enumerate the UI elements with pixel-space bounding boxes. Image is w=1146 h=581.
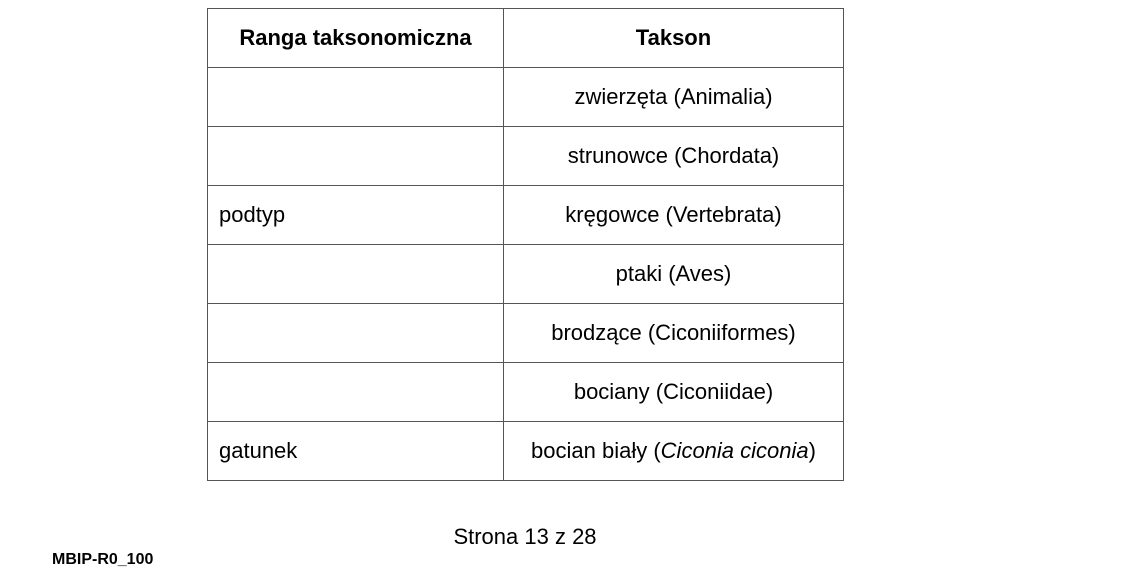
- table-header-row: [208, 9, 844, 68]
- table-row: [208, 68, 844, 127]
- rank-cell-6: [208, 363, 504, 422]
- page-number: Strona 13 z 28: [453, 524, 597, 549]
- rank-cell-7: gatunek: [208, 422, 504, 481]
- table-row: [208, 304, 844, 363]
- rank-cell-4: [208, 245, 504, 304]
- taxon-cell-2: strunowce (Chordata): [504, 127, 844, 186]
- table-row: [208, 422, 844, 481]
- table-row: [208, 245, 844, 304]
- taxon-cell-5: brodzące (Ciconiiformes): [504, 304, 844, 363]
- taxon-cell-1: zwierzęta (Animalia): [504, 68, 844, 127]
- taxon-latin-name: Ciconia ciconia: [660, 438, 809, 463]
- rank-cell-1: [208, 68, 504, 127]
- document-code: MBIP-R0_100: [52, 551, 154, 568]
- rank-cell-5: [208, 304, 504, 363]
- table-row: [208, 186, 844, 245]
- table-row: [208, 363, 844, 422]
- taxon-cell-6: bociany (Ciconiidae): [504, 363, 844, 422]
- rank-cell-2: [208, 127, 504, 186]
- taxon-cell-7: [504, 422, 844, 481]
- taxon-cell-4: ptaki (Aves): [504, 245, 844, 304]
- taxonomy-table: [207, 8, 844, 481]
- header-rank: Ranga taksonomiczna: [208, 9, 504, 68]
- taxon-cell-3: kręgowce (Vertebrata): [504, 186, 844, 245]
- rank-cell-3: podtyp: [208, 186, 504, 245]
- table-row: [208, 127, 844, 186]
- header-taxon: Takson: [504, 9, 844, 68]
- taxon-name-suffix: ): [808, 438, 816, 463]
- taxon-name-prefix: bocian biały (: [531, 438, 661, 463]
